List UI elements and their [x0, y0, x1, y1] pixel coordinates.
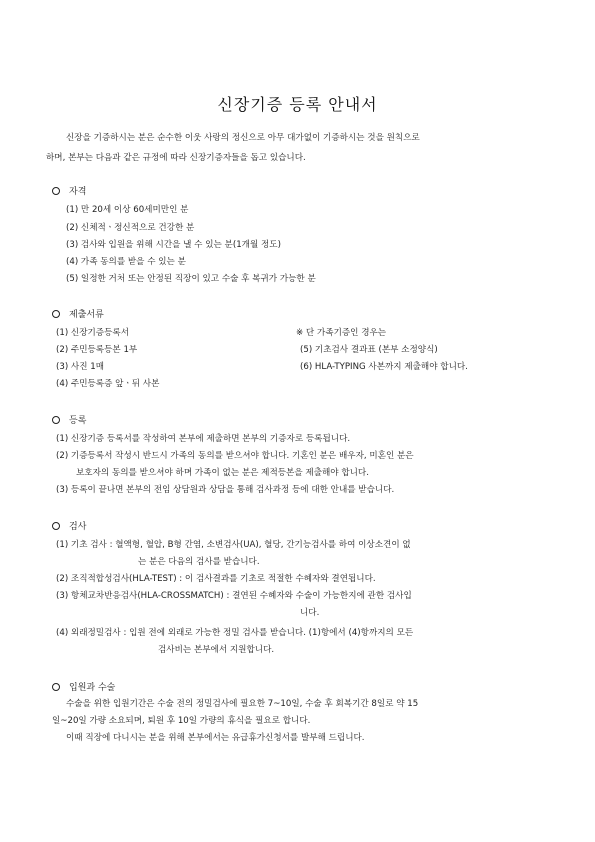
paragraph-line: (3) 항체교차반응검사(HLA-CROSSMATCH) : 결연된 수혜자와 수술이 가능한지에 관한 검사입	[56, 591, 412, 601]
paragraph-line: 보호자의 동의를 받으셔야 하며 가족이 없는 분은 제적등본을 제출해야 합니다.	[76, 468, 369, 478]
intro-line: 신장을 기증하시는 분은 순수한 이웃 사랑의 정신으로 아무 대가없이 기증하시는 것을 원칙으로	[66, 133, 420, 143]
paragraph-line: (1) 기초 검사 : 혈액형, 혈압, B형 간염, 소변검사(UA), 혈당, 간기능검사를 하여 이상소견이 없	[56, 540, 411, 550]
circle-bullet-icon	[52, 522, 60, 530]
section-qualification-heading	[52, 184, 86, 197]
section-hospital-heading	[52, 680, 115, 693]
paragraph-line: 는 분은 다음의 검사를 받습니다.	[138, 557, 260, 567]
note-text: ※ 단 가족기증인 경우는	[296, 328, 387, 338]
list-item: (5) 기초검사 결과표 (본부 소정양식)	[300, 345, 438, 355]
list-item: (5) 일정한 거처 또는 안정된 직장이 있고 수술 후 복귀가 가능한 분	[66, 274, 316, 284]
paragraph-line: 이때 직장에 다니시는 분을 위해 본부에서는 유급휴가신청서를 발부해 드립니다.	[66, 733, 365, 743]
paragraph-line: (4) 외래정밀검사 : 입원 전에 외래로 가능한 정밀 검사를 받습니다. (1)항에서 (4)항까지의 모든	[56, 628, 414, 638]
section-heading-text: 자격	[69, 187, 87, 197]
paragraph-line: (3) 등록이 끝나면 본부의 전임 상담원과 상담을 통해 검사과정 등에 대한 안내를 받습니다.	[56, 485, 395, 495]
section-heading-text: 검사	[69, 522, 87, 532]
list-item: (2) 주민등록등본 1부	[56, 345, 138, 355]
circle-bullet-icon	[52, 310, 60, 318]
intro-paragraph	[46, 128, 552, 168]
page-title: 신장기증 등록 안내서	[217, 95, 378, 114]
paragraph-line: (2) 조직적합성검사(HLA-TEST) : 이 검사결과를 기초로 적절한 수혜자와 결연됩니다.	[56, 574, 376, 584]
paragraph-line: 일~20일 가량 소요되며, 퇴원 후 10일 가량의 휴식을 필요로 합니다.	[52, 716, 311, 726]
circle-bullet-icon	[52, 683, 60, 691]
list-item: (4) 가족 동의를 받을 수 있는 분	[66, 257, 186, 267]
paragraph-line: (2) 기증등록서 작성시 반드시 가족의 동의를 받으셔야 합니다. 기혼인 분은 배우자, 미혼인 분은	[56, 451, 414, 461]
list-item: (3) 사진 1매	[56, 362, 105, 372]
list-item: (3) 검사와 입원을 위해 시간을 낼 수 있는 분(1개월 정도)	[66, 240, 281, 250]
section-heading-text: 등록	[69, 416, 87, 426]
paragraph-line: 니다.	[300, 608, 320, 618]
section-registration-heading	[52, 413, 86, 426]
section-tests-heading	[52, 519, 86, 532]
list-item: (1) 신장기증등록서	[56, 328, 130, 338]
circle-bullet-icon	[52, 416, 60, 424]
section-heading-text: 제출서류	[69, 310, 104, 320]
list-item: (4) 주민등록증 앞ㆍ뒤 사본	[56, 379, 160, 389]
paragraph-line: 수술을 위한 입원기간은 수술 전의 정밀검사에 필요한 7~10일, 수술 후 회복기간 8일로 약 15	[66, 699, 419, 709]
section-heading-text: 입원과 수술	[69, 683, 116, 693]
section-documents-heading	[52, 307, 104, 320]
circle-bullet-icon	[52, 187, 60, 195]
paragraph-line: (1) 신장기증 등록서를 작성하여 본부에 제출하면 본부의 기증자로 등록됩니다.	[56, 434, 351, 444]
paragraph-line: 검사비는 본부에서 지원합니다.	[158, 645, 275, 655]
list-item: (2) 신체적ㆍ정신적으로 건강한 분	[66, 223, 195, 233]
list-item: (1) 만 20세 이상 60세미만인 분	[66, 205, 189, 215]
list-item: (6) HLA-TYPING 사본까지 제출해야 합니다.	[300, 362, 468, 372]
intro-line: 하며, 본부는 다음과 같은 규정에 따라 신장기증자들을 돕고 있습니다.	[46, 153, 306, 163]
